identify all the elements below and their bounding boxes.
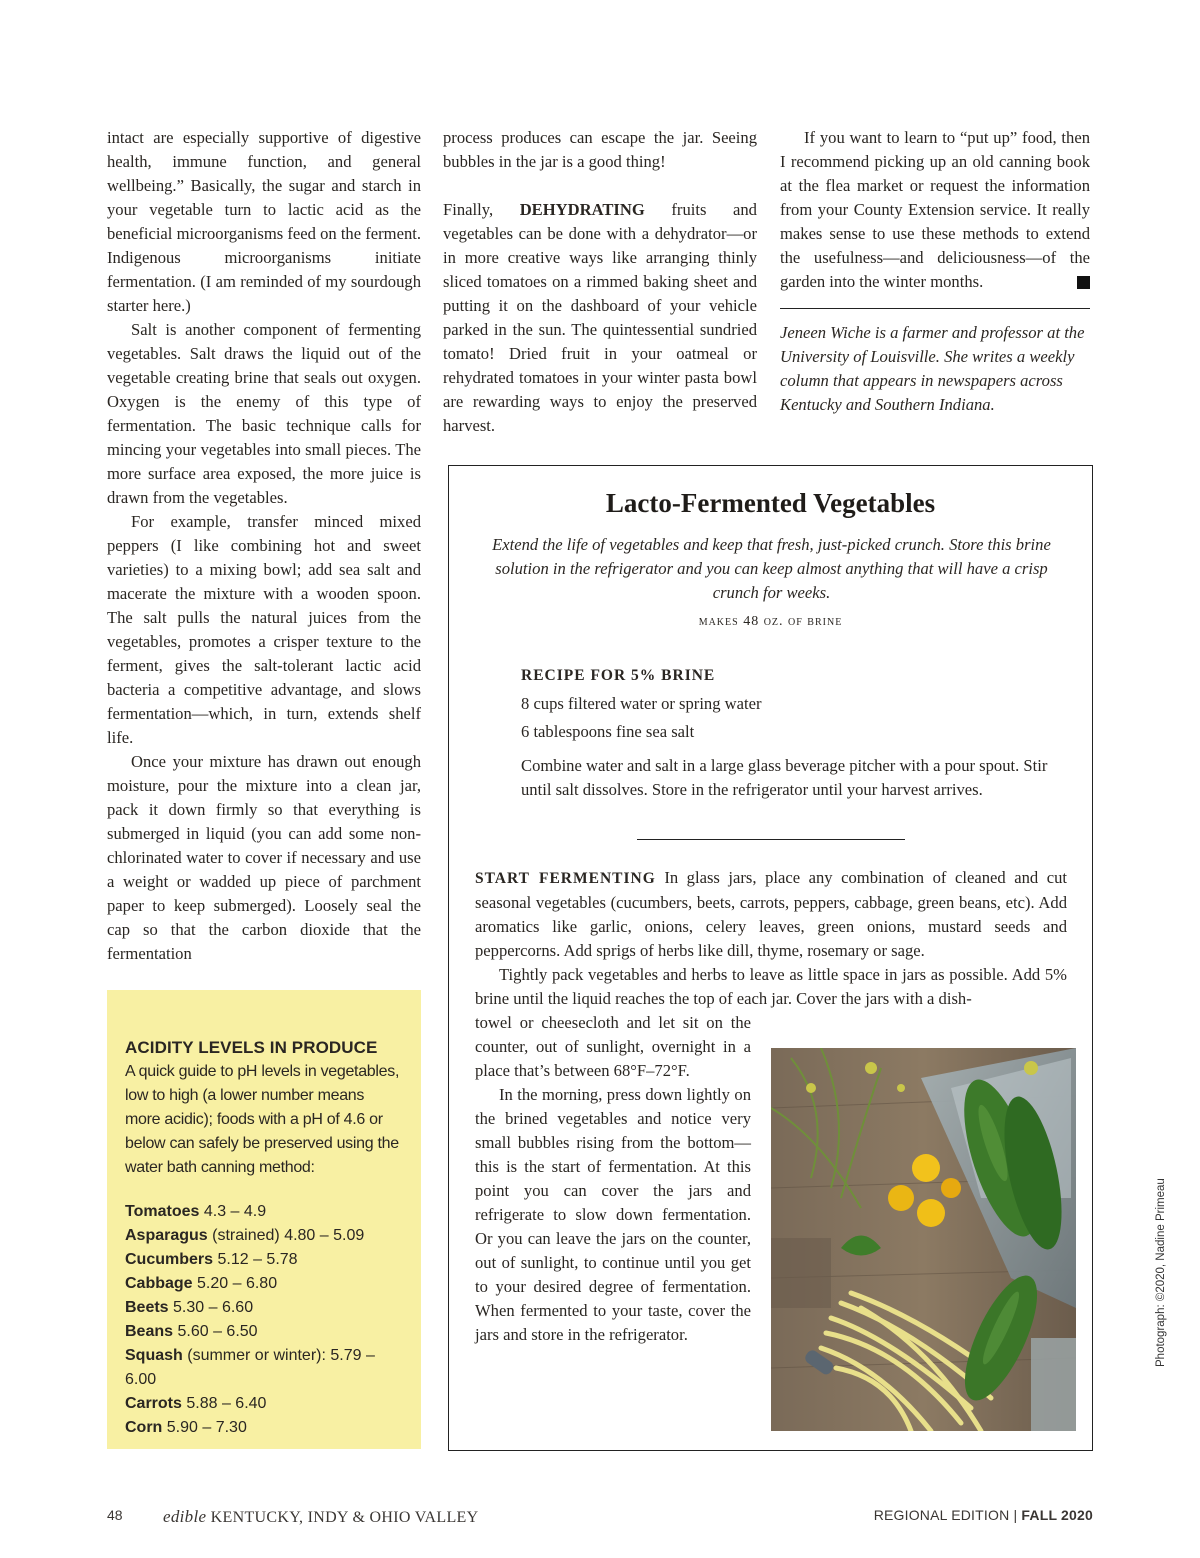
text-run: Finally,	[443, 200, 520, 219]
produce-name: Beets	[125, 1299, 169, 1316]
produce-name: Cucumbers	[125, 1251, 214, 1268]
brine-method: Combine water and salt in a large glass beverage pitcher with a pour spout. Stir until salt dissolves. Store in the refrigerator until your harvest arrives.	[521, 756, 1048, 799]
article-paragraph: Once your mixture has drawn out enough moisture, pour the mixture into a clean jar, pack it down firmly so that everything is submerged in liquid (you can add some non-chlorinated water to cover if necessary and use a weight or wadded up piece of parchment paper to keep submerged). Loosely seal the cap so that the carbon dioxide that the fermentation	[107, 752, 421, 963]
list-item	[125, 1320, 403, 1344]
text-run: In glass jars, place any combination of cleaned and cut seasonal vegetables (cucumbers, beets, carrots, peppers, cabbage, green beans, etc). Add aromatics like garlic, onions, celery leaves, green onions, mustard seeds and peppercorns. Add sprigs of herbs like dill, thyme, rosemary or sage.	[475, 868, 1067, 960]
list-item	[125, 1272, 403, 1296]
end-mark-icon	[1077, 276, 1090, 289]
produce-name: Asparagus	[125, 1227, 208, 1244]
vegetables-photo	[771, 1048, 1076, 1431]
ferment-paragraph: Tightly pack vegetables and herbs to leave as little space in jars as possible. Add 5% brine until the liquid reaches the top of each jar. Cover the jars with a dish-	[475, 965, 1067, 1008]
produce-note: (strained)	[212, 1227, 280, 1244]
article-paragraph	[780, 126, 1090, 294]
article-column-2	[443, 126, 757, 438]
article-column-3	[780, 126, 1090, 417]
recipe-title: Lacto-Fermented Vegetables	[605, 488, 936, 518]
article-paragraph: process produces can escape the jar. Seeing bubbles in the jar is a good thing!	[443, 128, 757, 171]
article-paragraph: intact are especially supportive of digestive health, immune function, and general wellbeing.” Basically, the sugar and starch in your vegetable turn to lactic acid as the beneficial microorganisms feed on the ferment. Indigenous microorganisms initiate fermentation. (I am reminded of my sourdough starter here.)	[107, 128, 421, 315]
produce-name: Cabbage	[125, 1275, 193, 1292]
ph-range: 4.80 – 5.09	[284, 1227, 365, 1244]
produce-note: (summer or winter):	[187, 1347, 326, 1364]
ph-range: 5.90 – 7.30	[166, 1419, 247, 1436]
magazine-name	[163, 1507, 478, 1527]
edition-name: REGIONAL EDITION	[873, 1507, 1010, 1523]
season-label: FALL 2020	[1021, 1507, 1093, 1523]
ph-range: 5.30 – 6.60	[173, 1299, 254, 1316]
ferment-heading: START FERMENTING	[475, 870, 656, 887]
list-item	[125, 1344, 403, 1392]
edition-label	[874, 1507, 1093, 1523]
text-run: fruits and vegetables can be done with a dehydrator—or in more creative ways like arranging thinly sliced tomatoes on a rimmed baking sheet and putting it on the dashboard of your vehicle parked in the sun. The quintessential sundried tomato! Dried fruit in your oatmeal or rehydrated tomatoes in your winter pasta bowl are rewarding ways to enjoy the preserved harvest.	[443, 200, 757, 435]
magazine-name-rest: KENTUCKY, INDY & OHIO VALLEY	[210, 1509, 479, 1526]
divider	[637, 839, 905, 840]
page-number: 48	[107, 1507, 123, 1523]
produce-name: Squash	[125, 1347, 183, 1364]
recipe-description: Extend the life of vegetables and keep that fresh, just-picked crunch. Store this brine solution in the refrigerator and you can keep almost anything that will have a crisp crunch for weeks.	[492, 535, 1051, 602]
recipe-box	[448, 465, 1093, 1451]
brine-heading: RECIPE FOR 5% BRINE	[521, 667, 716, 684]
produce-name: Beans	[125, 1323, 174, 1340]
sidebar-title: ACIDITY LEVELS IN PRODUCE	[125, 1038, 378, 1057]
photo-credit: Photograph: ©2020, Nadine Primeau	[1155, 1178, 1167, 1367]
ingredient: 8 cups filtered water or spring water	[521, 694, 762, 713]
vegetables-photo-illustration	[771, 1048, 1076, 1431]
article-paragraph: For example, transfer minced mixed peppers (I like combining hot and sweet varieties) to a mixing bowl; add sea salt and macerate the mixture with a wooden spoon. The salt pulls the natural juices from the vegetables, promotes a crisper texture to the ferment, gives the salt-tolerant lactic acid bacteria a competitive advantage, and slows fermentation—which, in turn, extends shelf life.	[107, 512, 421, 747]
dehydrating-heading: DEHYDRATING	[519, 200, 645, 219]
page-footer	[107, 1507, 1093, 1531]
ingredient: 6 tablespoons fine sea salt	[521, 722, 695, 741]
article-paragraph	[443, 198, 757, 438]
produce-name: Corn	[125, 1419, 163, 1436]
ph-range: 5.88 – 6.40	[186, 1395, 267, 1412]
produce-name: Tomatoes	[125, 1203, 200, 1220]
ferment-paragraph: In the morning, press down lightly on the brined vegetables and notice very small bubbles rising from the bottom—this is the start of fermentation. At this point you can cover the jars and refrigerate to slow down fermentation. Or you can leave the jars on the counter, out of sunlight, to continue until you get to your desired degree of fermentation. When fermented to your taste, cover the jars and store in the refrigerator.	[475, 1085, 751, 1344]
list-item	[125, 1248, 403, 1272]
list-item	[125, 1200, 403, 1224]
author-bio: Jeneen Wiche is a farmer and professor at the University of Louisville. She writes a weekly column that appears in newspapers across Kentucky and Southern Indiana.	[780, 323, 1085, 414]
separator: |	[1013, 1507, 1018, 1523]
article-paragraph: Salt is another component of fermenting vegetables. Salt draws the liquid out of the vegetable creating brine that seals out oxygen. Oxygen is the enemy of this type of fermentation. The basic technique calls for mincing your vegetables into small pieces. The more surface area exposed, the more juice is drawn from the vegetables.	[107, 320, 421, 507]
article-column-1	[107, 126, 421, 966]
ph-range: 5.79 – 6.00	[125, 1347, 375, 1388]
text-run: If you want to learn to “put up” food, then I recommend picking up an old canning book at the flea market or request the information from your County Extension service. It really makes sense to use these methods to extend the usefulness—and deliciousness—of the garden into the winter months.	[780, 128, 1090, 291]
brine-section	[521, 662, 1069, 802]
ph-range: 4.3 – 4.9	[203, 1203, 267, 1220]
acidity-list	[125, 1200, 403, 1440]
ferment-paragraph: towel or cheesecloth and let sit on the counter, out of sunlight, overnight in a place that’s between 68°F–72°F.	[475, 1013, 751, 1080]
magazine-name-italic: edible	[163, 1507, 207, 1526]
produce-name: Carrots	[125, 1395, 182, 1412]
list-item	[125, 1416, 403, 1440]
recipe-yield: makes 48 oz. of brine	[698, 614, 843, 629]
list-item	[125, 1296, 403, 1320]
sidebar-intro: A quick guide to pH levels in vegetables, low to high (a lower number means more acidic); foods with a pH of 4.6 or below can safely be preserved using the water bath canning method:	[125, 1063, 400, 1176]
ph-range: 5.60 – 6.50	[177, 1323, 258, 1340]
divider	[780, 308, 1090, 309]
ph-range: 5.12 – 5.78	[217, 1251, 298, 1268]
list-item	[125, 1224, 403, 1248]
ferment-paragraph	[475, 866, 1067, 963]
list-item	[125, 1392, 403, 1416]
ph-range: 5.20 – 6.80	[197, 1275, 278, 1292]
acidity-sidebar	[107, 990, 421, 1449]
